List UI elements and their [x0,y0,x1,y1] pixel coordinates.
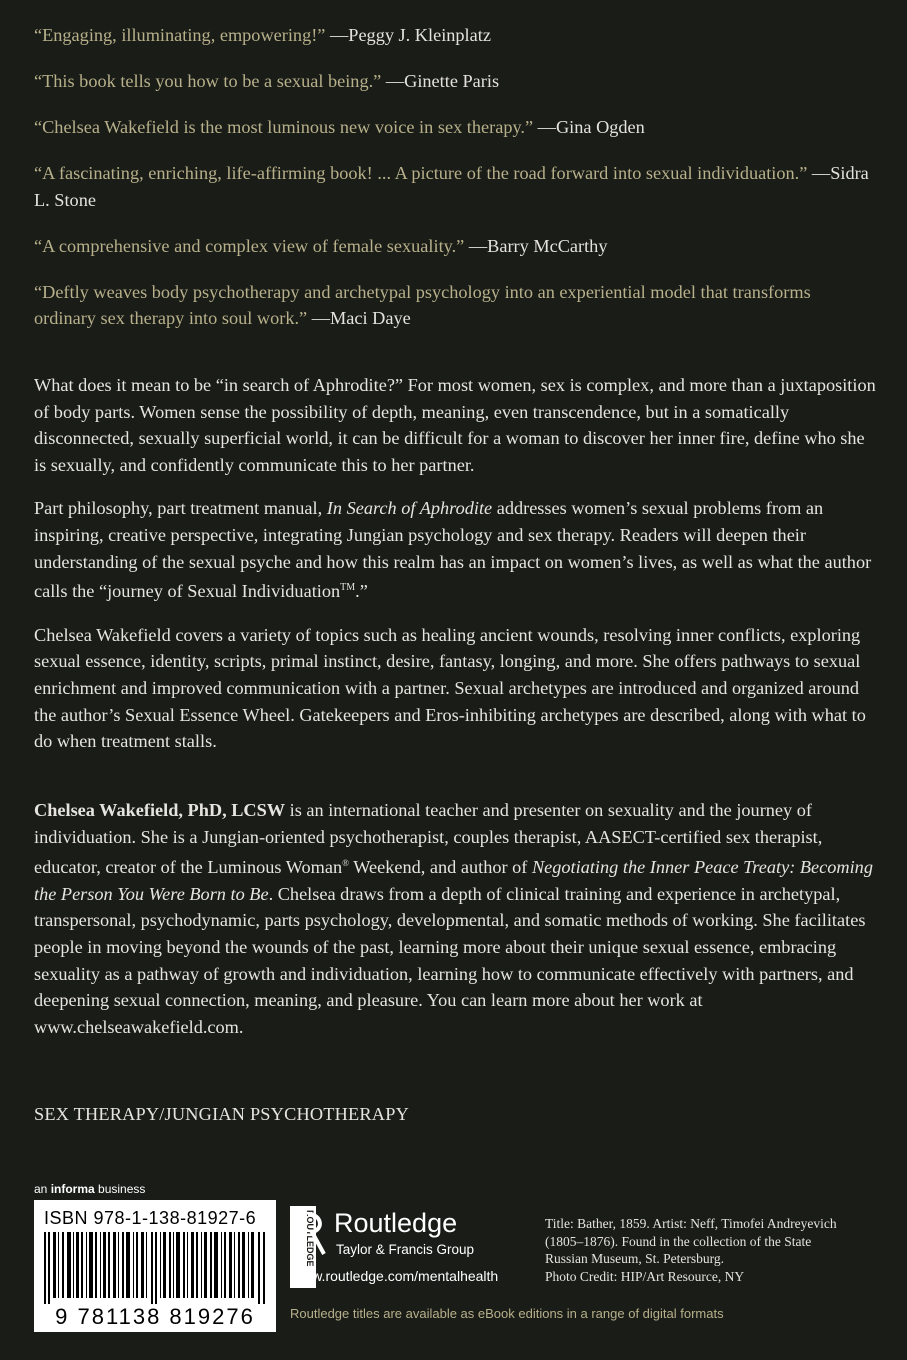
author-bio: Chelsea Wakefield, PhD, LCSW is an international teacher and presenter on sexuality and the journey of individuation. She is a Jungian-oriented psychotherapist, couples therapist, AASECT-certified sex therapist, educator, creator of the Luminous Woman® Weekend, and author of Negotiating the Inner Peace Treaty: Becoming the Person You Were Born to Be. Chelsea draws from a depth of clinical training and experience in archetypal, transpersonal, psychodynamic, parts psychology, developmental, and somatic methods of working. She facilitates people in moving beyond the wounds of the past, learning more about their unique sexual essence, embracing sexuality as a pathway of growth and individuation, learning how to communicate effectively with partners, and deepening sexual connection, meaning, and pleasure. You can learn more about her work at www.chelseawakefield.com. [34,800,873,1037]
publisher-url[interactable]: www.routledge.com/mentalhealth [292,1268,499,1284]
informa-tagline: an informa business [34,1182,146,1196]
publisher-vertical-label: ROUTLEDGE [305,1210,315,1267]
trademark-mark: TM [340,582,356,594]
description-paragraph: What does it mean to be “in search of Aphrodite?” For most women, sex is complex, and more than a juxtaposition of body parts. Women sense the possibility of depth, meaning, even transcendence, but in a somatically disconnected, sexually superficial world, it can be difficult for a woman to discover her inner fire, define who she is sexually, and confidently communicate this to her partner. [34,375,876,475]
endorsement: “A comprehensive and complex view of female sexuality.” —Barry McCarthy [34,235,608,256]
credit-line: Russian Museum, St. Petersburg. [545,1251,725,1266]
other-book-title: Negotiating the Inner Peace Treaty: Becoming the Person You Were Born to Be [34,857,873,904]
publisher-name: Routledge [334,1208,458,1238]
publisher-group: Taylor & Francis Group [336,1242,475,1257]
isbn-label: ISBN 978-1-138-81927-6 [44,1208,257,1228]
registered-mark: ® [342,858,349,869]
credit-line: (1805–1876). Found in the collection of the State [545,1233,812,1249]
barcode [34,1200,276,1332]
endorsement: “This book tells you how to be a sexual being.” —Ginette Paris [34,71,500,91]
description-paragraph: Chelsea Wakefield covers a variety of topics such as healing ancient wounds, resolving inner conflicts, exploring sexual essence, identity, scripts, primal instinct, desire, fantasy, longing, and more. She offers pathways to sexual enrichment and improved communication with a partner. Sexual archetypes are introduced and organized around the author’s Sexual Essence Wheel. Gatekeepers and Eros-inhibiting archetypes are described, along with what to do when treatment stalls. [34,624,866,752]
credit-line: Title: Bather, 1859. Artist: Neff, Timofei Andreyevich [545,1216,837,1231]
subject-category: SEX THERAPY/JUNGIAN PSYCHOTHERAPY [34,1104,409,1124]
barcode-digits: 9 781138 819276 [55,1304,255,1329]
ebook-note: Routledge titles are available as eBook editions in a range of digital formats [290,1306,724,1321]
cover-credit [545,1215,880,1285]
endorsement: “A fascinating, enriching, life-affirming book! ... A picture of the road forward into sexual individuation.” —Sidra L. Stone [34,163,869,210]
barcode-bars [44,1232,266,1304]
endorsement: “Chelsea Wakefield is the most luminous new voice in sex therapy.” —Gina Ogden [34,117,645,137]
book-description [34,372,879,772]
book-title: In Search of Aphrodite [326,498,493,519]
credit-line: Photo Credit: HIP/Art Resource, NY [545,1268,745,1284]
endorsement: “Engaging, illuminating, empowering!” —Peggy J. Kleinplatz [34,25,491,45]
author-name: Chelsea Wakefield, PhD, LCSW [34,800,286,820]
endorsement: “Deftly weaves body psychotherapy and archetypal psychology into an experiential model that transforms ordinary sex therapy into soul work.” —Maci Daye [34,281,811,328]
endorsements [34,22,874,351]
description-paragraph: Part philosophy, part treatment manual, In Search of Aphrodite addresses women’s sexual problems from an inspiring, creative perspective, integrating Jungian psychology and sex therapy. Readers will deepen their understanding of the sexual psyche and how this realm has an impact on women’s lives, as well as what the author calls the “journey of Sexual Individuation™.” [34,498,872,602]
routledge-emblem-icon [300,1210,330,1260]
